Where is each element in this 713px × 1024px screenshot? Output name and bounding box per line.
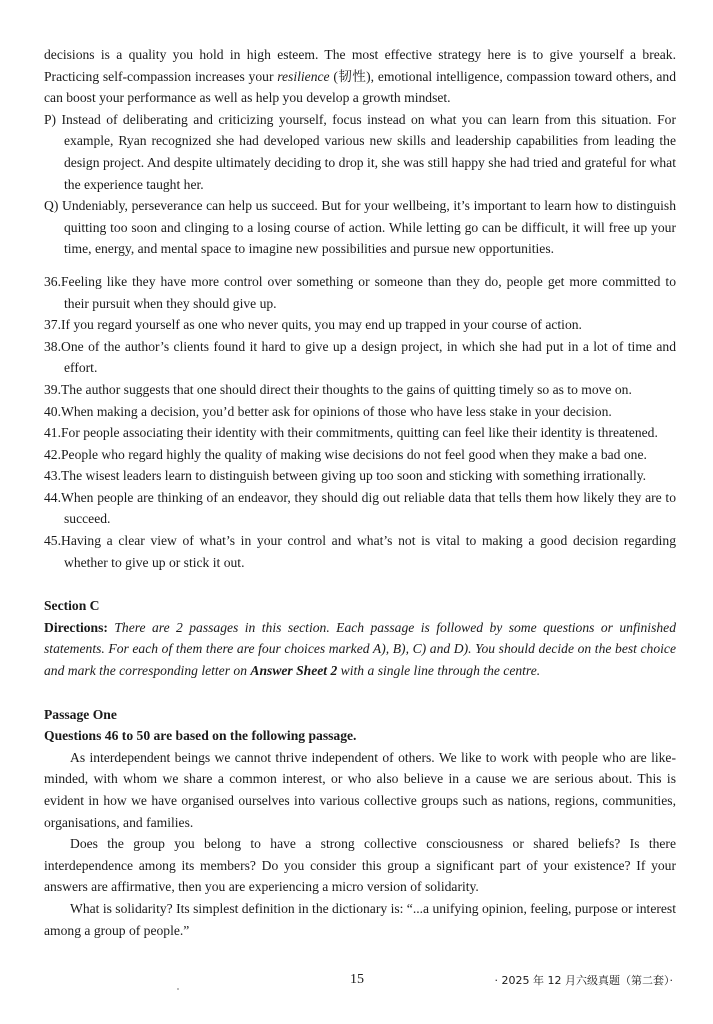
statement-text: When making a decision, you’d better ask for opinions of those who have less stake in your decision. <box>61 403 612 419</box>
page-number: 15 <box>350 972 364 987</box>
statement-number: 40. <box>44 403 61 419</box>
statement-43 <box>44 465 676 487</box>
statement-38 <box>44 336 676 379</box>
passage-paragraph: What is solidarity? Its simplest definition in the dictionary is: “...a unifying opinion, feeling, purpose or interest among a group of people.” <box>44 900 676 938</box>
passage-paragraph: As interdependent beings we cannot thrive independent of others. We like to work with people who are like-minded, with whom we share a common interest, or who also believe in a cause we are serious about. This is evident in how we have organised ourselves into various collective groups such as nations, regions, communities, organisations, and families. <box>44 749 676 830</box>
statement-number: 44. <box>44 489 61 505</box>
statement-number: 42. <box>44 446 61 462</box>
statement-37 <box>44 314 676 336</box>
answer-sheet-ref: Answer Sheet 2 <box>250 663 338 679</box>
statement-number: 36. <box>44 273 61 289</box>
paragraph-text: decisions is a quality you hold in high esteem. The most effective strategy here is to give yourself a break. Practicing self-compassion increases your <box>44 47 676 84</box>
section-heading: Section C <box>44 598 100 614</box>
paragraph-label: P) <box>44 111 57 127</box>
statement-text: For people associating their identity with their commitments, quitting can feel like their identity is threatened. <box>61 425 658 441</box>
italic-term: resilience <box>277 68 330 84</box>
statement-text: The wisest leaders learn to distinguish between giving up too soon and sticking with something irrationally. <box>61 468 647 484</box>
statement-text: Feeling like they have more control over something or someone than they do, people get more committed to their pursuit when they should give up. <box>61 273 676 311</box>
statement-number: 45. <box>44 533 61 549</box>
statement-text: Having a clear view of what’s in your control and what’s not is vital to making a good decision regarding whether to give up or stick it out. <box>61 533 676 570</box>
statement-number: 39. <box>44 381 61 397</box>
statement-39 <box>44 379 676 401</box>
statement-list <box>44 271 676 573</box>
exam-label: · 2025 年 12 月六级真题（第二套）· <box>494 974 673 987</box>
directions <box>44 617 676 682</box>
passage-one <box>44 704 676 942</box>
paragraph-text: (韧性), emotional intelligence, compassion toward others, and can boost your performance as well as help you develop a growth mindset. <box>44 68 676 106</box>
paragraph-text: Undeniably, perseverance can help us succeed. But for your wellbeing, it’s important to learn how to distinguish quitting too soon and clinging to a losing course of action. While letting go can be difficult, it will free up your time, energy, and mental space to imagine new possibilities and pursue new opportunities. <box>62 198 676 257</box>
paragraph-text: Instead of deliberating and criticizing yourself, focus instead on what you can learn from this situation. For example, Ryan recognized she had developed various new skills and leadership capabilities from leading the design project. And despite ultimately deciding to drop it, she was still happy she had tried and grateful for what the experience taught her. <box>61 111 676 192</box>
statement-42 <box>44 444 676 466</box>
statement-text: If you regard yourself as one who never quits, you may end up trapped in your course of action. <box>61 317 582 333</box>
page-footer <box>0 972 713 992</box>
statement-number: 43. <box>44 468 61 484</box>
paragraph-label: Q) <box>44 198 59 214</box>
passage-title: Passage One <box>44 706 117 722</box>
statement-text: When people are thinking of an endeavor, they should dig out reliable data that tells them how likely they are to succeed. <box>61 489 676 527</box>
section-c <box>44 595 676 681</box>
statement-text: People who regard highly the quality of making wise decisions do not feel good when they make a bad one. <box>61 446 647 462</box>
statement-number: 37. <box>44 317 61 333</box>
directions-label: Directions: <box>44 619 108 635</box>
passage-paragraph: Does the group you belong to have a strong collective consciousness or shared beliefs? Is there interdependence among its members? Do you consider this group a significant part of your existence? If your answers are affirmative, then you are experiencing a micro version of solidarity. <box>44 836 676 895</box>
page-content <box>44 44 676 941</box>
statement-45 <box>44 530 676 573</box>
statement-number: 41. <box>44 425 61 441</box>
paragraph-q <box>44 195 676 260</box>
scan-speck <box>177 988 179 990</box>
paragraph-o-continued <box>44 44 676 109</box>
statement-text: The author suggests that one should direct their thoughts to the gains of quitting timely so as to move on. <box>61 381 632 397</box>
statement-44 <box>44 487 676 530</box>
questions-note: Questions 46 to 50 are based on the following passage. <box>44 728 357 744</box>
paragraph-p <box>44 109 676 195</box>
directions-text: with a single line through the centre. <box>337 663 541 679</box>
statement-36 <box>44 271 676 314</box>
statement-text: One of the author’s clients found it hard to give up a design project, in which she had put in a lot of time and effort. <box>61 338 676 376</box>
statement-40 <box>44 401 676 423</box>
statement-41 <box>44 422 676 444</box>
statement-number: 38. <box>44 338 61 354</box>
directions-text: There are 2 passages in this section. Each passage is followed by some questions or unfinished statements. For each of them there are four choices marked A), B), C) and D). You should decide on the best choice and mark the corresponding letter on <box>44 619 676 679</box>
